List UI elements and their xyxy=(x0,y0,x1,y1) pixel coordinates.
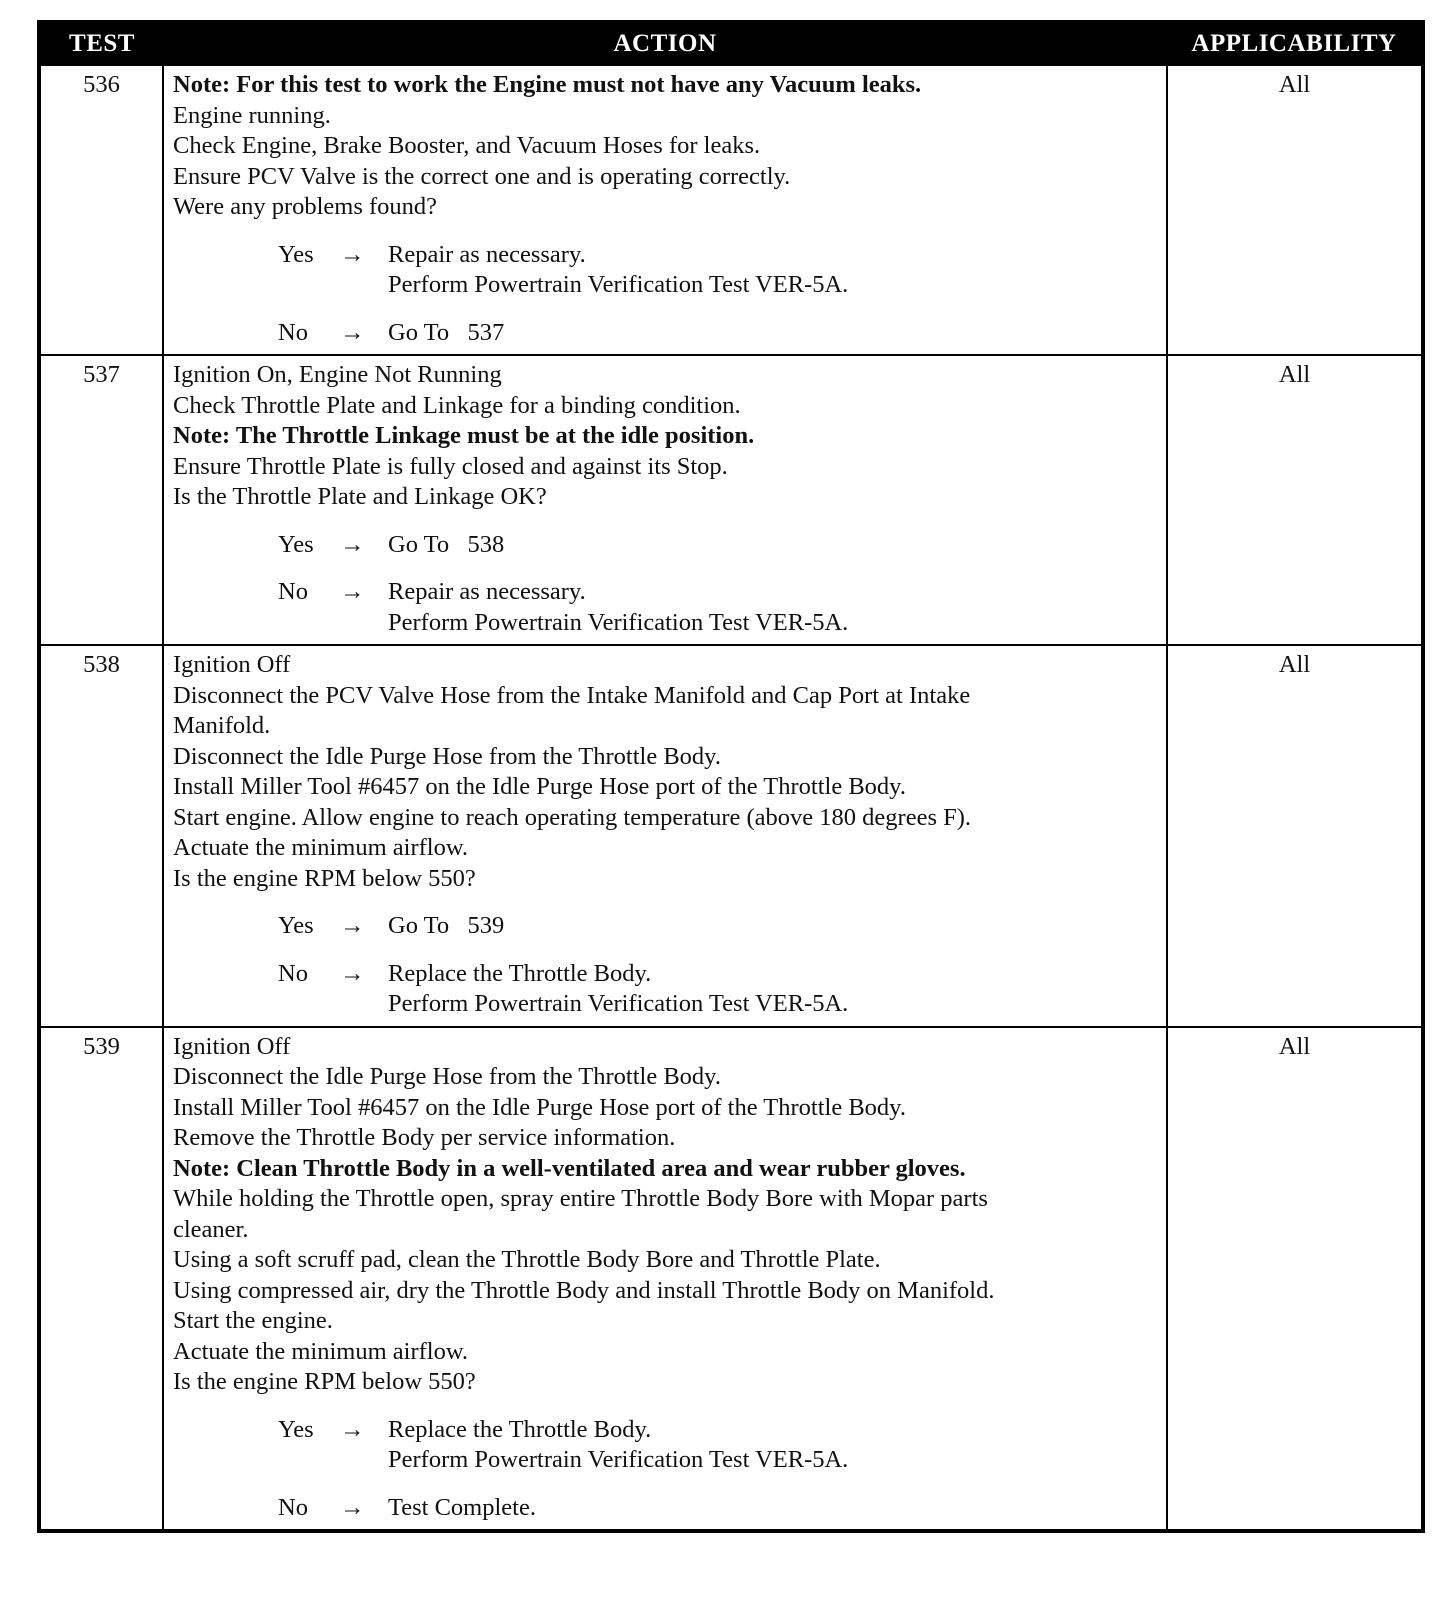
action-cell xyxy=(163,355,1167,645)
test-number: 538 xyxy=(39,645,163,1027)
outcome-text xyxy=(388,318,1158,349)
outcome-line: Perform Powertrain Verification Test VER-5A. xyxy=(388,271,849,298)
outcome-line: Test Complete. xyxy=(388,1493,536,1521)
arrow-icon: → xyxy=(340,530,365,558)
action-step: Is the engine RPM below 550? xyxy=(173,1368,476,1395)
action-step: Manifold. xyxy=(173,712,271,739)
outcome-line: Repair as necessary. xyxy=(388,578,586,605)
outcome-no xyxy=(173,318,1158,349)
outcome-no xyxy=(173,959,1158,1020)
applicability: All xyxy=(1167,645,1423,1027)
outcome-yes xyxy=(173,911,1158,942)
applicability: All xyxy=(1167,65,1423,355)
outcomes xyxy=(173,530,1158,639)
outcome-line: Repair as necessary. xyxy=(388,240,586,268)
outcome-text xyxy=(388,240,1158,301)
outcome-no xyxy=(173,577,1158,638)
outcome-label: No xyxy=(278,578,308,605)
header-applicability: APPLICABILITY xyxy=(1167,22,1423,65)
outcome-label: No xyxy=(278,959,308,987)
action-step: Ignition Off xyxy=(173,651,291,678)
action-step: Install Miller Tool #6457 on the Idle Purge Hose port of the Throttle Body. xyxy=(173,773,906,800)
outcome-line: Replace the Throttle Body. xyxy=(388,959,652,987)
outcome-text xyxy=(388,1415,1158,1476)
arrow-icon: → xyxy=(340,1493,365,1521)
test-number: 539 xyxy=(39,1027,163,1532)
action-step: Disconnect the PCV Valve Hose from the Intake Manifold and Cap Port at Intake xyxy=(173,681,971,709)
header-action: ACTION xyxy=(163,22,1167,65)
outcome-yes xyxy=(173,240,1158,301)
action-step: Check Throttle Plate and Linkage for a binding condition. xyxy=(173,391,741,419)
outcome-label: No xyxy=(278,1493,308,1521)
action-cell xyxy=(163,65,1167,355)
outcomes xyxy=(173,240,1158,349)
table-row xyxy=(39,645,1423,1027)
test-number: 537 xyxy=(39,355,163,645)
outcome-line: Go To 538 xyxy=(388,530,505,558)
table-body xyxy=(39,65,1423,1531)
action-step: Were any problems found? xyxy=(173,193,438,220)
outcome-label: Yes xyxy=(278,912,314,939)
arrow-icon: → xyxy=(340,318,365,346)
arrow-icon: → xyxy=(340,240,365,268)
outcome-text xyxy=(388,1493,1158,1524)
outcome-text xyxy=(388,959,1158,1020)
applicability: All xyxy=(1167,1027,1423,1532)
outcome-line: Perform Powertrain Verification Test VER-5A. xyxy=(388,1446,849,1473)
arrow-icon: → xyxy=(340,1415,365,1443)
outcome-line: Perform Powertrain Verification Test VER-5A. xyxy=(388,608,849,636)
applicability: All xyxy=(1167,355,1423,645)
outcome-label: Yes xyxy=(278,1415,314,1443)
action-step: Is the engine RPM below 550? xyxy=(173,864,476,892)
action-step: Disconnect the Idle Purge Hose from the Throttle Body. xyxy=(173,742,721,770)
arrow-icon: → xyxy=(340,578,365,605)
action-step: Check Engine, Brake Booster, and Vacuum Hoses for leaks. xyxy=(173,132,761,159)
outcome-no xyxy=(173,1493,1158,1524)
action-note: Note: For this test to work the Engine must not have any Vacuum leaks. xyxy=(173,71,922,98)
action-step: Start engine. Allow engine to reach operating temperature (above 180 degrees F). xyxy=(173,803,972,831)
outcome-line: Go To 537 xyxy=(388,318,505,346)
action-cell xyxy=(163,1027,1167,1532)
diagnostic-test-table xyxy=(37,20,1425,1533)
outcome-label: Yes xyxy=(278,240,314,268)
outcome-label: No xyxy=(278,318,308,346)
action-step: Ensure PCV Valve is the correct one and is operating correctly. xyxy=(173,162,791,190)
table-row xyxy=(39,1027,1423,1532)
outcome-line: Replace the Throttle Body. xyxy=(388,1415,652,1443)
table-row xyxy=(39,355,1423,645)
action-step: Using a soft scruff pad, clean the Throttle Body Bore and Throttle Plate. xyxy=(173,1246,881,1273)
table-row xyxy=(39,65,1423,355)
outcome-text xyxy=(388,577,1158,638)
outcome-yes xyxy=(173,530,1158,561)
header-row xyxy=(39,22,1423,65)
action-step: Actuate the minimum airflow. xyxy=(173,1337,469,1365)
action-step: Ensure Throttle Plate is fully closed and against its Stop. xyxy=(173,452,728,480)
action-step: Ignition On, Engine Not Running xyxy=(173,361,502,388)
outcomes xyxy=(173,911,1158,1020)
outcomes xyxy=(173,1415,1158,1524)
action-step: Engine running. xyxy=(173,101,331,129)
outcome-text xyxy=(388,530,1158,561)
action-note: Note: Clean Throttle Body in a well-ventilated area and wear rubber gloves. xyxy=(173,1154,966,1182)
header-test: TEST xyxy=(39,22,163,65)
action-step: Actuate the minimum airflow. xyxy=(173,834,469,861)
action-step: Disconnect the Idle Purge Hose from the Throttle Body. xyxy=(173,1063,721,1090)
outcome-yes xyxy=(173,1415,1158,1476)
test-number: 536 xyxy=(39,65,163,355)
action-cell xyxy=(163,645,1167,1027)
action-step: Remove the Throttle Body per service information. xyxy=(173,1124,676,1151)
action-step: Install Miller Tool #6457 on the Idle Purge Hose port of the Throttle Body. xyxy=(173,1093,906,1121)
outcome-line: Perform Powertrain Verification Test VER-5A. xyxy=(388,990,849,1017)
outcome-label: Yes xyxy=(278,530,314,558)
outcome-line: Go To 539 xyxy=(388,912,505,939)
action-step: Start the engine. xyxy=(173,1307,333,1334)
action-step: Is the Throttle Plate and Linkage OK? xyxy=(173,483,547,510)
table-header xyxy=(39,22,1423,65)
arrow-icon: → xyxy=(340,912,365,939)
action-step: cleaner. xyxy=(173,1215,249,1243)
action-note: Note: The Throttle Linkage must be at the idle position. xyxy=(173,422,755,449)
arrow-icon: → xyxy=(340,959,365,987)
action-step: Using compressed air, dry the Throttle Body and install Throttle Body on Manifold. xyxy=(173,1276,995,1304)
action-step: Ignition Off xyxy=(173,1032,291,1060)
action-step: While holding the Throttle open, spray entire Throttle Body Bore with Mopar parts xyxy=(173,1185,988,1212)
outcome-text xyxy=(388,911,1158,942)
